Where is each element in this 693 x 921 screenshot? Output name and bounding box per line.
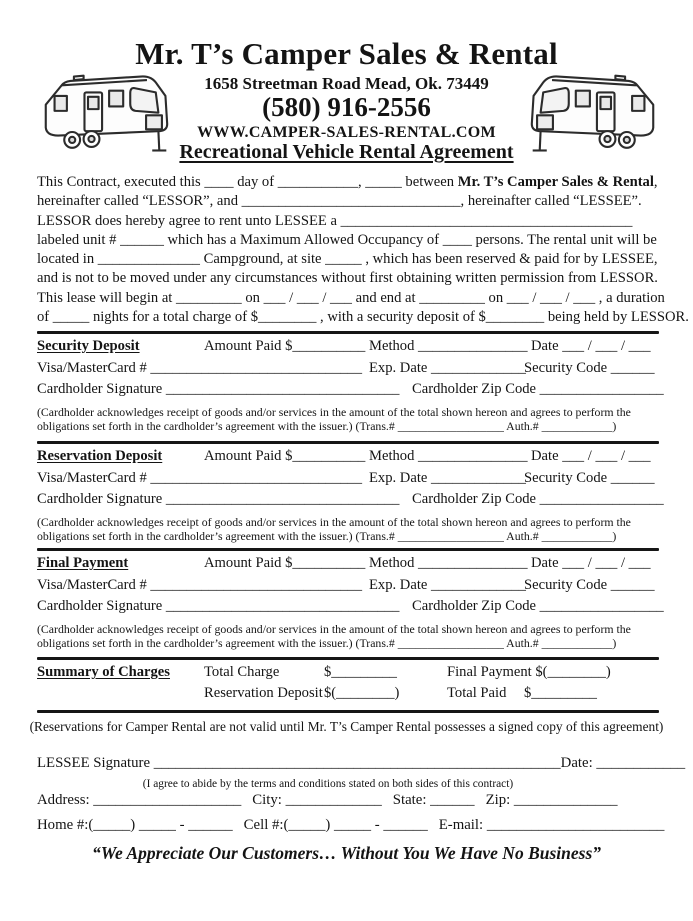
cardholder-zip-field: Cardholder Zip Code _________________ xyxy=(412,381,664,397)
fine-print-line: (Cardholder acknowledges receipt of goods and/or services in the amount of the total shown hereon and agrees to perform the xyxy=(37,514,631,529)
camper-trailer-mirrored-icon xyxy=(513,66,665,154)
exp-date-field: Exp. Date _____________ xyxy=(369,576,526,593)
intro-text: , xyxy=(653,174,658,190)
date-field: Date ___ / ___ / ___ xyxy=(531,338,651,354)
final-payment-section xyxy=(37,555,677,651)
cell-phone-field: Cell #:(_____) _____ - ______ xyxy=(243,817,428,833)
section-title: Security Deposit xyxy=(37,338,140,354)
intro-line: hereinafter called “LESSOR”, and ______________________________, hereinafter called “LESSEE”. xyxy=(37,193,642,210)
total-charge-blank: $_________ xyxy=(324,664,397,680)
intro-line: and is not to be moved under any circumstances without first obtaining written permission from LESSOR. xyxy=(37,270,658,287)
amount-paid-field: Amount Paid $__________ xyxy=(204,338,366,354)
date-field: Date ___ / ___ / ___ xyxy=(531,448,651,464)
summary-of-charges-section xyxy=(37,664,677,706)
security-code-field: Security Code ______ xyxy=(524,469,655,486)
section-title: Reservation Deposit xyxy=(37,448,163,464)
security-deposit-section xyxy=(37,338,677,434)
reservation-validity-note: (Reservations for Camper Rental are not valid until Mr. T’s Camper Rental possesses a signed copy of this agreement) xyxy=(29,719,664,734)
total-paid-label: Total Paid xyxy=(447,685,507,701)
section-divider xyxy=(37,710,659,713)
date-field: Date ___ / ___ / ___ xyxy=(531,555,651,571)
total-paid-blank: $_________ xyxy=(524,685,597,701)
phone-email-row xyxy=(37,817,665,834)
cardholder-zip-field: Cardholder Zip Code _________________ xyxy=(412,598,664,614)
cardholder-signature-field: Cardholder Signature ________________________________ xyxy=(37,381,400,397)
intro-line: of _____ nights for a total charge of $________ , with a security deposit of $________ being held by LESSOR. xyxy=(37,309,689,326)
business-address: 1658 Streetman Road Mead, Ok. 73449 xyxy=(204,74,489,93)
footer-slogan: “We Appreciate Our Customers… Without You We Have No Business” xyxy=(91,843,602,863)
fine-print-line: obligations set forth in the cardholder’s agreement with the issuer.) (Trans.# __________________ Auth.# ____________) xyxy=(37,419,617,434)
intro-line: located in ______________ Campground, at site _____ , which has been reserved & paid for by LESSEE, xyxy=(37,251,658,268)
business-name-bold: Mr. T’s Camper Sales & Rental xyxy=(457,174,654,190)
amount-paid-field: Amount Paid $__________ xyxy=(204,448,366,464)
method-field: Method _______________ xyxy=(369,555,528,571)
signature-date-field: Date: ____________ xyxy=(560,755,686,771)
cardholder-signature-field: Cardholder Signature ________________________________ xyxy=(37,598,400,614)
zip-field: Zip: ______________ xyxy=(485,792,618,808)
section-title: Summary of Charges xyxy=(37,664,170,680)
cardholder-signature-field: Cardholder Signature ________________________________ xyxy=(37,491,400,507)
amount-paid-field: Amount Paid $__________ xyxy=(204,555,366,571)
address-field: Address: ____________________ xyxy=(37,792,242,808)
reservation-deposit-section xyxy=(37,448,677,544)
terms-agreement-note: (I agree to abide by the terms and conditions stated on both sides of this contract) xyxy=(142,778,514,790)
final-payment-field: Final Payment $(________) xyxy=(447,664,611,680)
intro-line: LESSOR does hereby agree to rent unto LESSEE a ________________________________________ xyxy=(37,212,633,229)
address-row xyxy=(37,792,659,809)
total-charge-label: Total Charge xyxy=(204,664,280,680)
contract-intro-paragraph xyxy=(37,173,689,327)
exp-date-field: Exp. Date _____________ xyxy=(369,359,526,376)
section-divider xyxy=(37,441,659,444)
security-code-field: Security Code ______ xyxy=(524,359,655,376)
phone-number: (580) 916-2556 xyxy=(262,92,431,122)
cardholder-zip-field: Cardholder Zip Code _________________ xyxy=(412,491,664,507)
lessee-signature-row xyxy=(37,755,686,772)
website-url: WWW.CAMPER-SALES-RENTAL.COM xyxy=(197,124,496,141)
cardholder-fine-print xyxy=(37,405,677,435)
reservation-deposit-label: Reservation Deposit xyxy=(204,685,323,701)
method-field: Method _______________ xyxy=(369,448,528,464)
document-subtitle: Recreational Vehicle Rental Agreement xyxy=(179,141,514,163)
intro-line: labeled unit # ______ which has a Maximum Allowed Occupancy of ____ persons. The rental unit will be xyxy=(37,231,657,248)
exp-date-field: Exp. Date _____________ xyxy=(369,469,526,486)
card-number-field: Visa/MasterCard # _____________________________ xyxy=(37,576,363,593)
section-divider xyxy=(37,657,659,660)
security-code-field: Security Code ______ xyxy=(524,576,655,593)
fine-print-line: (Cardholder acknowledges receipt of goods and/or services in the amount of the total shown hereon and agrees to perform the xyxy=(37,404,631,419)
intro-line xyxy=(37,173,659,192)
fine-print-line: (Cardholder acknowledges receipt of goods and/or services in the amount of the total shown hereon and agrees to perform the xyxy=(37,621,631,636)
section-divider xyxy=(37,331,659,334)
intro-text: This Contract, executed this ____ day of ___________, _____ between xyxy=(37,174,458,190)
fine-print-line: obligations set forth in the cardholder’s agreement with the issuer.) (Trans.# __________________ Auth.# ____________) xyxy=(37,636,617,651)
intro-line: This lease will begin at _________ on ___ / ___ / ___ and end at _________ on ___ / ___ / ___ , a duration xyxy=(37,289,665,306)
card-number-field: Visa/MasterCard # _____________________________ xyxy=(37,359,363,376)
card-number-field: Visa/MasterCard # _____________________________ xyxy=(37,469,363,486)
cardholder-fine-print xyxy=(37,622,677,652)
city-field: City: _____________ xyxy=(252,792,382,808)
lessee-signature-field: LESSEE Signature _______________________________________________________ xyxy=(37,755,561,771)
section-title: Final Payment xyxy=(37,555,129,571)
cardholder-fine-print xyxy=(37,515,677,545)
state-field: State: ______ xyxy=(392,792,475,808)
reservation-deposit-blank: $(________) xyxy=(324,685,400,701)
email-field: E-mail: ________________________ xyxy=(438,817,665,833)
page-title: Mr. T’s Camper Sales & Rental xyxy=(135,36,558,71)
home-phone-field: Home #:(_____) _____ - ______ xyxy=(37,817,233,833)
camper-trailer-icon xyxy=(34,66,186,154)
fine-print-line: obligations set forth in the cardholder’s agreement with the issuer.) (Trans.# __________________ Auth.# ____________) xyxy=(37,529,617,544)
method-field: Method _______________ xyxy=(369,338,528,354)
section-divider xyxy=(37,548,659,551)
